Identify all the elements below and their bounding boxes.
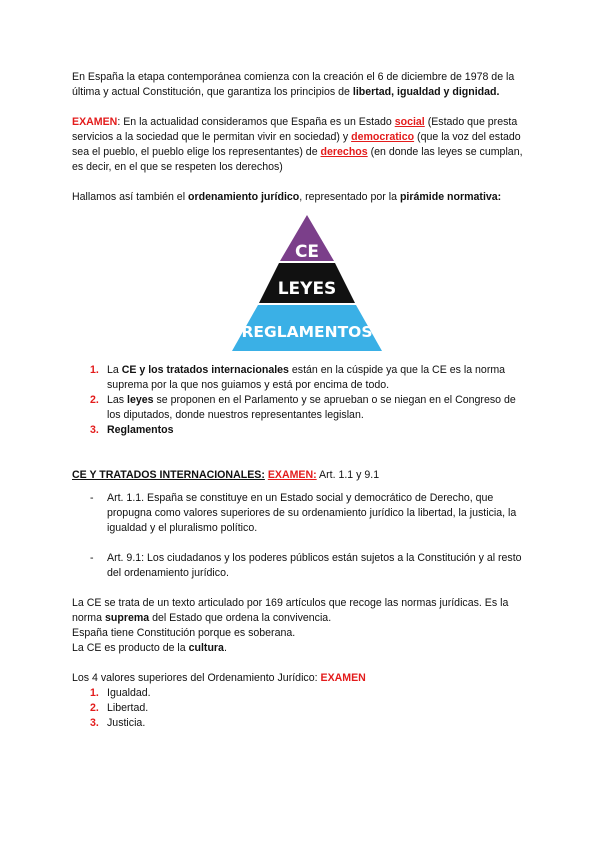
ce-soberana: España tiene Constitución porque es soberana.: [72, 627, 296, 639]
ce-text-2: del Estado que ordena la convivencia.: [149, 612, 332, 624]
list-item: [72, 363, 527, 393]
examen-text-1: : En la actualidad consideramos que España es un Estado: [117, 116, 395, 128]
list-text: La: [107, 364, 122, 376]
ordenamiento-paragraph: [72, 190, 527, 205]
article-text: Art. 1.1. España se constituye en un Estado social y democrático de Derecho, que propugna como valores superiores de su ordenamiento jurídico la libertad, la justicia, la igualdad y el pluralismo político.: [107, 492, 517, 534]
section-heading: [72, 468, 527, 483]
list-item: [72, 701, 527, 716]
pyramid-label-reglamentos: REGLAMENTOS: [241, 323, 373, 341]
normative-pyramid-diagram: [232, 215, 382, 351]
ce-suprema: suprema: [104, 612, 150, 624]
ce-paragraph: [72, 596, 527, 656]
list-text: están en la cúspide ya que la CE es la norma suprema por la que nos guiamos y está por encima de todo.: [107, 364, 506, 391]
ce-text-4: .: [223, 642, 227, 654]
article-item: [72, 551, 527, 581]
ordenamiento-text-2: , representado por la: [299, 191, 400, 203]
document-page: [72, 70, 527, 731]
list-text: Las: [107, 394, 128, 406]
ordenamiento-bold: ordenamiento jurídico: [188, 191, 300, 203]
examen-paragraph: [72, 115, 527, 175]
list-item: [72, 716, 527, 731]
list-bold: Reglamentos: [107, 424, 174, 436]
list-number: 3.: [90, 717, 99, 729]
article-item: [72, 491, 527, 536]
list-text: Igualdad.: [107, 687, 151, 699]
ce-text-1: La CE se trata de un texto articulado por 169 artículos que recoge las normas jurídicas. Es la norma: [72, 597, 509, 624]
piramide-bold: pirámide normativa:: [399, 191, 502, 203]
valores-list: [72, 686, 527, 731]
valores-text: Los 4 valores superiores del Ordenamiento Jurídico:: [72, 672, 321, 684]
list-text: Libertad.: [107, 702, 149, 714]
dash-marker: -: [90, 492, 94, 504]
list-number: 1.: [90, 687, 99, 699]
section-title: CE Y TRATADOS INTERNACIONALES:: [72, 469, 265, 481]
valores-paragraph: [72, 671, 527, 686]
social-term: social: [394, 116, 425, 128]
derechos-term: derechos: [320, 146, 368, 158]
list-number: 3.: [90, 424, 99, 436]
list-number: 2.: [90, 394, 99, 406]
examen-text-4: (en donde las leyes se cumplan, es decir, en el que se respeten los derechos): [72, 146, 523, 173]
section-examen: EXAMEN:: [267, 469, 317, 481]
examen-text-3: (que la voz del estado sea el pueblo, el pueblo elige los representantes) de: [72, 131, 521, 158]
ordenamiento-text-1: Hallamos así también el: [72, 191, 188, 203]
democratico-term: democratico: [351, 131, 415, 143]
intro-paragraph: [72, 70, 527, 100]
list-text: se proponen en el Parlamento y se aprueban o se niegan en el Congreso de los diputados, donde nuestros representantes legislan.: [107, 394, 516, 421]
intro-text: En España la etapa contemporánea comienza con la creación el 6 de diciembre de 1978 de la última y actual Constitución, que garantiza los principios de: [72, 71, 515, 98]
ce-cultura: cultura: [188, 642, 224, 654]
list-item: [72, 686, 527, 701]
articles-list: [72, 491, 527, 581]
pyramid-label-leyes: LEYES: [277, 279, 337, 299]
list-number: 2.: [90, 702, 99, 714]
list-item: [72, 423, 527, 438]
list-bold: leyes: [127, 394, 154, 406]
examen-label: EXAMEN: [72, 116, 118, 128]
list-bold: CE y los tratados internacionales: [121, 364, 289, 376]
pyramid-label-ce: CE: [294, 242, 320, 262]
article-text: Art. 9.1: Los ciudadanos y los poderes públicos están sujetos a la Constitución y al resto del ordenamiento jurídico.: [107, 552, 522, 579]
dash-marker: -: [90, 552, 94, 564]
valores-examen: EXAMEN: [320, 672, 366, 684]
ce-text-3: La CE es producto de la: [72, 642, 189, 654]
section-arts: Art. 1.1 y 9.1: [316, 469, 380, 481]
list-text: Justicia.: [107, 717, 146, 729]
intro-principles: libertad, igualdad y dignidad.: [352, 86, 500, 98]
list-item: [72, 393, 527, 423]
list-number: 1.: [90, 364, 99, 376]
pyramid-list: [72, 363, 527, 438]
examen-text-2: (Estado que presta servicios a la sociedad que le permitan vivir en sociedad) y: [72, 116, 518, 143]
